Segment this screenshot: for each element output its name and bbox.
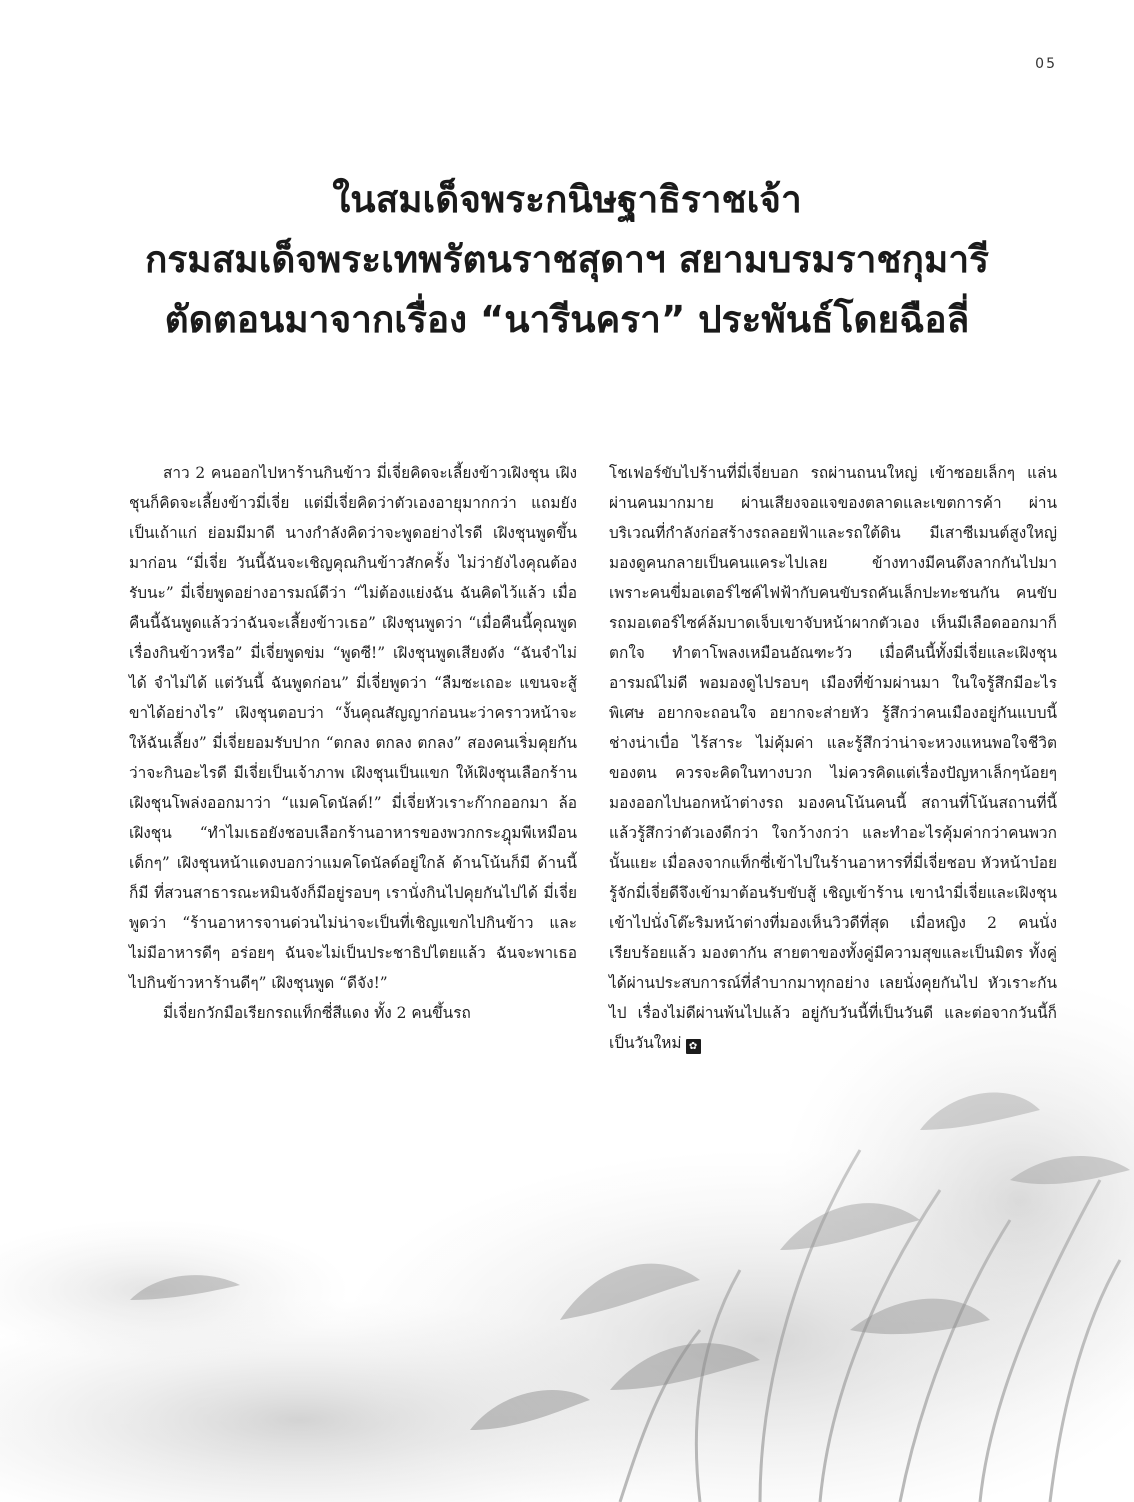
title-line-1: ในสมเด็จพระกนิษฐาธิราชเจ้า — [332, 178, 802, 221]
right-paragraph-1 — [609, 458, 1057, 1058]
title-line-2: กรมสมเด็จพระเทพรัตนราชสุดาฯ สยามบรมราชกุมารี — [145, 238, 989, 281]
right-paragraph-text: โชเฟอร์ขับไปร้านที่มี่เจี่ยบอก รถผ่านถนนใหญ่ เข้าซอยเล็กๆ แล่นผ่านคนมากมาย ผ่านเสียงจอแจของตลาดและเขตการค้า ผ่านบริเวณที่กำลังก่อสร้างรถลอยฟ้าและรถใต้ดิน มีเสาซีเมนต์สูงใหญ่ มองดูคนกลายเป็นคนแคระไปเลย ข้างทางมีคนดึงลากกันไปมา เพราะคนขี่มอเตอร์ไซค์ไฟฟ้ากับคนขับรถคันเล็กปะทะชนกัน คนขับรถมอเตอร์ไซค์ล้มบาดเจ็บเขาจับหน้าผากตัวเอง เห็นมีเลือดออกมาก็ตกใจ ทำตาโพลงเหมือนอัณฑะวัว เมื่อคืนนี้ทั้งมี่เจี่ยและเฝิงชุนอารมณ์ไม่ดี พอมองดูไปรอบๆ เมืองที่ข้ามผ่านมา ในใจรู้สึกมีอะไรพิเศษ อยากจะถอนใจ อยากจะส่ายหัว รู้สึกว่าคนเมืองอยู่กันแบบนี้ ช่างน่าเบื่อ ไร้สาระ ไม่คุ้มค่า และรู้สึกว่าน่าจะหวงแหนพอใจชีวิตของตน ควรจะคิดในทางบวก ไม่ควรคิดแต่เรื่องปัญหาเล็กๆน้อยๆ มองออกไปนอกหน้าต่างรถ มองคนโน้นคนนี้ สถานที่โน้นสถานที่นี้ แล้วรู้สึกว่าตัวเองดีกว่า ใจกว้างกว่า และทำอะไรคุ้มค่ากว่าคนพวกนั้นแยะ เมื่อลงจากแท็กซี่เข้าไปในร้านอาหารที่มี่เจี่ยชอบ หัวหน้าบ๋อยรู้จักมี่เจี่ยดีจึงเข้ามาต้อนรับขับสู้ เชิญเข้าร้าน เขานำมี่เจี่ยและเฝิงชุนเข้าไปนั่งโต๊ะริมหน้าต่างที่มองเห็นวิวดีที่สุด เมื่อหญิง 2 คนนั่งเรียบร้อยแล้ว มองตากัน สายตาของทั้งคู่มีความสุขและเป็นมิตร ทั้งคู่ได้ผ่านประสบการณ์ที่ลำบากมาทุกอย่าง เลยนั่งคุยกันไป หัวเราะกันไป เรื่องไม่ดีผ่านพ้นไปแล้ว อยู่กับวันนี้ที่เป็นวันดี และต่อจากวันนี้ก็เป็นวันใหม่ — [609, 464, 1057, 1052]
left-column — [129, 458, 577, 1058]
right-column — [609, 458, 1057, 1058]
left-paragraph-1: สาว 2 คนออกไปหาร้านกินข้าว มี่เจี่ยคิดจะเลี้ยงข้าวเฝิงชุน เฝิงชุนก็คิดจะเลี้ยงข้าวมี่เจี่ย แต่มี่เจี่ยคิดว่าตัวเองอายุมากกว่า แถมยังเป็นเถ้าแก่ ย่อมมีมาดี นางกำลังคิดว่าจะพูดอย่างไรดี เฝิงชุนพูดขึ้นมาก่อน “มี่เจี่ย วันนี้ฉันจะเชิญคุณกินข้าวสักครั้ง ไม่ว่ายังไงคุณต้องรับนะ” มี่เจี่ยพูดอย่างอารมณ์ดีว่า “ไม่ต้องแย่งฉัน ฉันคิดไว้แล้ว เมื่อคืนนี้ฉันพูดแล้วว่าฉันจะเลี้ยงข้าวเธอ” เฝิงชุนพูดว่า “เมื่อคืนนี้คุณพูดเรื่องกินข้าวหรือ” มี่เจี่ยพูดข่ม “พูดซี!” เฝิงชุนพูดเสียงดัง “ฉันจำไม่ได้ จำไม่ได้ แต่วันนี้ ฉันพูดก่อน” มี่เจี่ยพูดว่า “ลืมซะเถอะ แขนจะสู้ขาได้อย่างไร” เฝิงชุนตอบว่า “งั้นคุณสัญญาก่อนนะว่าคราวหน้าจะให้ฉันเลี้ยง” มี่เจี่ยยอมรับปาก “ตกลง ตกลง ตกลง” สองคนเริ่มคุยกันว่าจะกินอะไรดี มีเจี่ยเป็นเจ้าภาพ เฝิงชุนเป็นแขก ให้เฝิงชุนเลือกร้าน เฝิงชุนโพล่งออกมาว่า “แมคโดนัลด์!” มี่เจี่ยหัวเราะก๊ากออกมา ล้อเฝิงชุน “ทำไมเธอยังชอบเลือกร้านอาหารของพวกกระฎุมพีเหมือนเด็กๆ” เฝิงชุนหน้าแดงบอกว่าแมคโดนัลด์อยู่ใกล้ ด้านโน้นก็มี ด้านนี้ก็มี ที่สวนสาธารณะหมินจังก็มีอยู่รอบๆ เรานั่งกินไปคุยกันไปได้ มี่เจี่ยพูดว่า “ร้านอาหารจานด่วนไม่น่าจะเป็นที่เชิญแขกไปกินข้าว และไม่มีอาหารดีๆ อร่อยๆ ฉันจะไม่เป็นประชาธิปไตยแล้ว ฉันจะพาเธอไปกินข้าวหาร้านดีๆ” เฝิงชุนพูด “ดีจัง!” — [129, 464, 577, 992]
article-title — [60, 170, 1074, 350]
left-paragraph-2: มี่เจี่ยกวักมือเรียกรถแท็กซี่สีแดง ทั้ง 2 คนขึ้นรถ — [163, 1004, 471, 1022]
title-line-3: ตัดตอนมาจากเรื่อง “นารีนครา” ประพันธ์โดยฉือลี่ — [164, 298, 970, 341]
page-number: 05 — [1035, 56, 1057, 72]
article-body — [129, 458, 1057, 1058]
end-of-article-icon: ✿ — [686, 1039, 701, 1054]
